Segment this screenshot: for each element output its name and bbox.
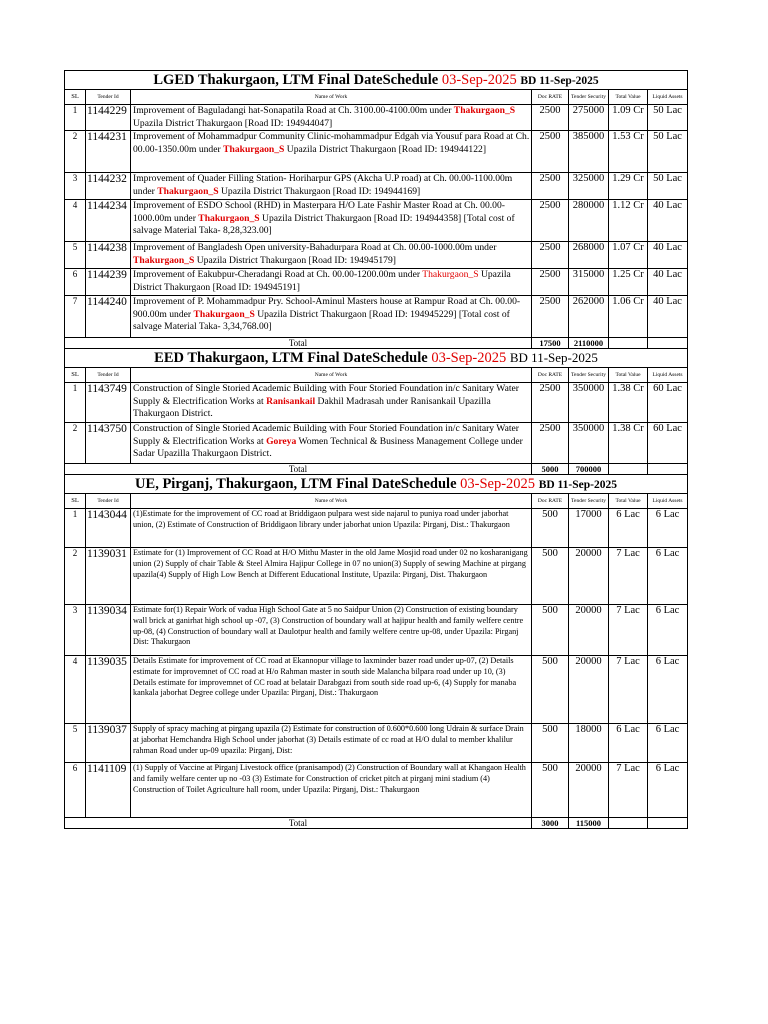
total-tender-security: 700000 — [569, 464, 609, 475]
total-doc-rate: 3000 — [532, 818, 569, 829]
total-value: 1.09 Cr — [609, 105, 648, 131]
tender-id: 1144240 — [86, 296, 131, 338]
work-text: (1) Supply of Vaccine at Pirganj Livestock office (pranisampod) (2) Construction of Boundary wall at Khangaon Health and family welfare center up no -03 (3) Estimate for Construction of cricket pitch at pirganj mini stadium (4) Construction of Toilet Agriculture hall room, under Upazila: Pirganj, Dist.: Thakurgaon — [133, 763, 526, 794]
name-of-work — [131, 548, 532, 605]
name-of-work — [131, 200, 532, 242]
work-text: Estimate for(1) Repair Work of vadua High School Gate at 5 no Saidpur Union (2) Construction of existing boundary wall brick at ganirhat high school up -07, (3) Construction of boundary wall at hajipur health and family welfere centre up-08, (4) Construction of boundary wall at Daulotpur health and family welfere centre up-08, under Upazila: Pirganj Dist: Thakurgaon — [133, 605, 524, 647]
name-of-work — [131, 509, 532, 548]
work-text: Dakhil Madrasah under Ranisankail Upazilla Thakurgaon District. — [133, 395, 491, 419]
total-liquid-empty — [648, 818, 688, 829]
col-header-sl: SL — [65, 368, 86, 383]
work-text: Improvement of Baguladangi hat-Sonapatila Road at Ch. 3100.00-4100.00m under — [133, 105, 454, 116]
tender-security: 17000 — [569, 509, 609, 548]
work-text: Improvement of Mohammadpur Community Clinic-mohammadpur Edgah via Yousuf para Road at Ch. 00.00-1350.00m under — [133, 131, 530, 155]
section-title-main: LGED Thakurgaon, LTM Final DateSchedule — [153, 71, 439, 88]
serial-number: 6 — [65, 269, 86, 296]
work-text: Details Estimate for improvement of CC road at Ekannopur village to laxminder bazer road under up-07, (2) Details estimate for improvemnet of CC road at H/o Rahman master in south side Malancha bilpara road under up 10, (3) Details estimate for improvemnet of CC road at belatair Darabgazi from south side road up-6, (4) Supply for manaba kankala jaborhat Degree college under Upazila: Pirganj, Dist.: Thakurgaon — [133, 656, 517, 698]
section-title-bd-date: BD 11-Sep-2025 — [538, 478, 617, 491]
work-text: Upazila District Thakurgaon [Road ID: 194945229] [Total cost of salvage Material Taka- 3,34,768.00] — [133, 308, 510, 332]
name-of-work — [131, 656, 532, 724]
liquid-assets: 6 Lac — [648, 763, 688, 818]
tender-row — [65, 131, 688, 173]
tender-security: 20000 — [569, 656, 609, 724]
tender-id: 1143750 — [86, 423, 131, 464]
total-value: 1.38 Cr — [609, 423, 648, 464]
col-header-total-value: Total Value — [609, 90, 648, 105]
section-title — [65, 349, 688, 368]
doc-rate: 500 — [532, 509, 569, 548]
serial-number: 1 — [65, 509, 86, 548]
name-of-work — [131, 605, 532, 656]
tender-security: 280000 — [569, 200, 609, 242]
work-text: Women Technical & Business Management College under Sadar Upazilla Thakurgaon District. — [133, 435, 523, 459]
name-of-work — [131, 269, 532, 296]
total-value: 7 Lac — [609, 548, 648, 605]
total-label: Total — [65, 464, 532, 475]
liquid-assets: 6 Lac — [648, 605, 688, 656]
col-header-tender-id: Tender Id — [86, 368, 131, 383]
liquid-assets: 6 Lac — [648, 509, 688, 548]
doc-rate: 2500 — [532, 200, 569, 242]
name-of-work — [131, 173, 532, 200]
col-header-name-of-work: Name of Work — [131, 368, 532, 383]
tender-security: 275000 — [569, 105, 609, 131]
work-text: Estimate for (1) Improvement of CC Road at H/O Mithu Master in the old Jame Mosjid road under 02 no kosharanigang union (2) Supply of chair Table & Steel Almira Hajipur College in 07 no union(3) Supply of sewing Machine at pirgang upazila(4) Supply of High Low Bench at Different Educational Institute, Upazila: Pirganj, Dist. Thakurgaon — [133, 548, 528, 579]
section-title-date: 03-Sep-2025 — [460, 475, 536, 492]
total-value: 1.25 Cr — [609, 269, 648, 296]
col-header-doc-rate: Doc RATE — [532, 90, 569, 105]
col-header-total-value: Total Value — [609, 368, 648, 383]
doc-rate: 2500 — [532, 242, 569, 269]
liquid-assets: 40 Lac — [648, 200, 688, 242]
total-value: 1.53 Cr — [609, 131, 648, 173]
section-title-bd-date: BD 11-Sep-2025 — [509, 349, 598, 365]
tender-security: 350000 — [569, 423, 609, 464]
section-title-date: 03-Sep-2025 — [431, 349, 507, 366]
total-row — [65, 464, 688, 475]
tender-row — [65, 383, 688, 423]
total-value: 6 Lac — [609, 724, 648, 763]
section-title-row — [65, 349, 688, 368]
work-text: Upazila District Thakurgaon [Road ID: 194944358] [Total cost of salvage Material Taka- 8,28,323.00] — [133, 212, 515, 236]
work-highlight: Thakurgaon_S — [157, 185, 219, 197]
liquid-assets: 40 Lac — [648, 242, 688, 269]
work-highlight: Thakurgaon_S — [198, 212, 260, 224]
section-title-row — [65, 475, 688, 494]
total-value-empty — [609, 464, 648, 475]
column-header-row — [65, 90, 688, 105]
tender-security: 268000 — [569, 242, 609, 269]
serial-number: 2 — [65, 131, 86, 173]
col-header-liquid-assets: Liquid Assets — [648, 90, 688, 105]
tender-row — [65, 242, 688, 269]
tender-id: 1144232 — [86, 173, 131, 200]
total-tender-security: 115000 — [569, 818, 609, 829]
liquid-assets: 50 Lac — [648, 131, 688, 173]
tender-id: 1144234 — [86, 200, 131, 242]
tender-id: 1144229 — [86, 105, 131, 131]
tender-id: 1144231 — [86, 131, 131, 173]
name-of-work — [131, 131, 532, 173]
total-doc-rate: 17500 — [532, 338, 569, 349]
tender-row — [65, 296, 688, 338]
col-header-sl: SL — [65, 494, 86, 509]
work-text: Improvement of Eakubpur-Cheradangi Road at Ch. 00.00-1200.00m under — [133, 269, 423, 280]
serial-number: 4 — [65, 656, 86, 724]
tender-row — [65, 269, 688, 296]
tender-row — [65, 200, 688, 242]
work-text: Improvement of Quader Filling Station- Horiharpur GPS (Akcha U.P road) at Ch. 00.00-1100.00m under — [133, 173, 513, 197]
doc-rate: 500 — [532, 656, 569, 724]
name-of-work — [131, 763, 532, 818]
name-of-work — [131, 296, 532, 338]
total-value: 7 Lac — [609, 763, 648, 818]
tender-id: 1143749 — [86, 383, 131, 423]
tender-row — [65, 605, 688, 656]
serial-number: 2 — [65, 423, 86, 464]
tender-id: 1144238 — [86, 242, 131, 269]
col-header-tender-id: Tender Id — [86, 90, 131, 105]
work-text: Improvement of P. Mohammadpur Pry. School-Aminul Masters house at Rampur Road at Ch. 00.00-900.00m under — [133, 296, 521, 320]
section-title — [65, 475, 688, 494]
total-liquid-empty — [648, 338, 688, 349]
tender-row — [65, 548, 688, 605]
total-liquid-empty — [648, 464, 688, 475]
work-text: Upazila District Thakurgaon [Road ID: 194945179] — [194, 254, 396, 266]
col-header-name-of-work: Name of Work — [131, 494, 532, 509]
col-header-doc-rate: Doc RATE — [532, 368, 569, 383]
doc-rate: 2500 — [532, 423, 569, 464]
col-header-total-value: Total Value — [609, 494, 648, 509]
doc-rate: 500 — [532, 548, 569, 605]
col-header-doc-rate: Doc RATE — [532, 494, 569, 509]
name-of-work — [131, 242, 532, 269]
section-title-main: UE, Pirganj, Thakurgaon, LTM Final DateSchedule — [135, 475, 457, 492]
col-header-tender-security: Tender Security — [569, 368, 609, 383]
tender-id: 1139031 — [86, 548, 131, 605]
total-value: 1.29 Cr — [609, 173, 648, 200]
col-header-liquid-assets: Liquid Assets — [648, 494, 688, 509]
work-text: Construction of Single Storied Academic Building with Four Storied Foundation in/c Sanitary Water Supply & Electrification Works at — [133, 423, 519, 447]
serial-number: 4 — [65, 200, 86, 242]
name-of-work — [131, 383, 532, 423]
tender-id: 1141109 — [86, 763, 131, 818]
liquid-assets: 60 Lac — [648, 383, 688, 423]
section-title-main: EED Thakurgaon, LTM Final DateSchedule — [154, 349, 428, 366]
tender-row — [65, 173, 688, 200]
liquid-assets: 40 Lac — [648, 269, 688, 296]
serial-number: 6 — [65, 763, 86, 818]
liquid-assets: 6 Lac — [648, 548, 688, 605]
work-highlight: Goreya — [266, 435, 297, 447]
work-highlight: Thakurgaon_S — [422, 269, 479, 280]
section-title — [65, 71, 688, 90]
serial-number: 5 — [65, 242, 86, 269]
doc-rate: 2500 — [532, 105, 569, 131]
work-highlight: Thakurgaon_S — [223, 143, 285, 155]
tender-schedule-sheet — [64, 70, 687, 829]
tender-security: 315000 — [569, 269, 609, 296]
tender-security: 18000 — [569, 724, 609, 763]
total-row — [65, 818, 688, 829]
liquid-assets: 50 Lac — [648, 105, 688, 131]
work-highlight: Ranisankail — [266, 395, 316, 407]
total-value: 1.12 Cr — [609, 200, 648, 242]
doc-rate: 500 — [532, 724, 569, 763]
work-highlight: Thakurgaon_S — [133, 254, 195, 266]
doc-rate: 500 — [532, 605, 569, 656]
total-value: 1.38 Cr — [609, 383, 648, 423]
liquid-assets: 6 Lac — [648, 656, 688, 724]
liquid-assets: 50 Lac — [648, 173, 688, 200]
serial-number: 1 — [65, 383, 86, 423]
name-of-work — [131, 105, 532, 131]
total-row — [65, 338, 688, 349]
tender-security: 20000 — [569, 548, 609, 605]
col-header-name-of-work: Name of Work — [131, 90, 532, 105]
serial-number: 3 — [65, 173, 86, 200]
total-value: 7 Lac — [609, 656, 648, 724]
tender-row — [65, 724, 688, 763]
work-text: Improvement of ESDO School (RHD) in Masterpara H/O Late Fashir Master Road at Ch. 00.00-1000.00m under — [133, 200, 505, 224]
tender-id: 1144239 — [86, 269, 131, 296]
total-doc-rate: 5000 — [532, 464, 569, 475]
tender-row — [65, 763, 688, 818]
schedule-body — [65, 71, 688, 829]
tender-id: 1139035 — [86, 656, 131, 724]
tender-schedule-table — [64, 70, 688, 829]
total-value: 6 Lac — [609, 509, 648, 548]
tender-security: 262000 — [569, 296, 609, 338]
total-value: 7 Lac — [609, 605, 648, 656]
tender-row — [65, 105, 688, 131]
name-of-work — [131, 423, 532, 464]
liquid-assets: 60 Lac — [648, 423, 688, 464]
name-of-work — [131, 724, 532, 763]
col-header-tender-security: Tender Security — [569, 494, 609, 509]
tender-security: 325000 — [569, 173, 609, 200]
serial-number: 3 — [65, 605, 86, 656]
doc-rate: 2500 — [532, 383, 569, 423]
col-header-liquid-assets: Liquid Assets — [648, 368, 688, 383]
serial-number: 7 — [65, 296, 86, 338]
tender-security: 20000 — [569, 605, 609, 656]
work-text: Upazila District Thakurgaon [Road ID: 194944169] — [218, 185, 421, 197]
work-text: (1)Estimate for the improvement of CC road at Briddigaon pulpara west side najarul to puniya road under jaborhat union, (2) Estimate of Construction of Briddigaon library under jaborhat union Upazila: Pirganj, Dist.: Thakurgaon — [133, 509, 510, 529]
col-header-tender-id: Tender Id — [86, 494, 131, 509]
total-value: 1.06 Cr — [609, 296, 648, 338]
doc-rate: 500 — [532, 763, 569, 818]
total-value-empty — [609, 818, 648, 829]
total-value: 1.07 Cr — [609, 242, 648, 269]
work-text: Improvement of Bangladesh Open university-Bahadurpara Road at Ch. 00.00-1000.00m under — [133, 242, 497, 253]
tender-id: 1139034 — [86, 605, 131, 656]
tender-id: 1139037 — [86, 724, 131, 763]
tender-row — [65, 509, 688, 548]
tender-security: 385000 — [569, 131, 609, 173]
serial-number: 1 — [65, 105, 86, 131]
section-title-row — [65, 71, 688, 90]
work-highlight: Thakurgaon_S — [193, 308, 255, 320]
total-value-empty — [609, 338, 648, 349]
col-header-sl: SL — [65, 90, 86, 105]
column-header-row — [65, 368, 688, 383]
work-text: Upazila District Thakurgaon [Road ID: 194945191] — [133, 269, 511, 293]
work-text: Construction of Single Storied Academic Building with Four Storied Foundation in/c Sanitary Water Supply & Electrification Works at — [133, 383, 519, 407]
liquid-assets: 6 Lac — [648, 724, 688, 763]
tender-id: 1143044 — [86, 509, 131, 548]
section-title-date: 03-Sep-2025 — [441, 71, 517, 88]
tender-row — [65, 423, 688, 464]
total-label: Total — [65, 818, 532, 829]
work-text: Supply of spracy maching at pirgang upazila (2) Estimate for construction of 0.600*0.600 long Udrain & surface Drain at jaborhat Hemchandra High School under jaborhat (3) Details estimate of cc road at H/O dulal to member khalilur rahman Road under up-09 upazila: Pirganj, Dist: — [133, 724, 524, 755]
column-header-row — [65, 494, 688, 509]
doc-rate: 2500 — [532, 131, 569, 173]
liquid-assets: 40 Lac — [648, 296, 688, 338]
col-header-tender-security: Tender Security — [569, 90, 609, 105]
doc-rate: 2500 — [532, 173, 569, 200]
work-text: Upazila District Thakurgaon [Road ID: 194944047] — [133, 117, 333, 129]
section-title-bd-date: BD 11-Sep-2025 — [520, 74, 599, 87]
doc-rate: 2500 — [532, 269, 569, 296]
serial-number: 5 — [65, 724, 86, 763]
tender-row — [65, 656, 688, 724]
serial-number: 2 — [65, 548, 86, 605]
total-tender-security: 2110000 — [569, 338, 609, 349]
work-text: Upazila District Thakurgaon [Road ID: 194944122] — [284, 143, 487, 155]
tender-security: 350000 — [569, 383, 609, 423]
tender-security: 20000 — [569, 763, 609, 818]
work-highlight: Thakurgaon_S — [453, 105, 516, 116]
doc-rate: 2500 — [532, 296, 569, 338]
total-label: Total — [65, 338, 532, 349]
